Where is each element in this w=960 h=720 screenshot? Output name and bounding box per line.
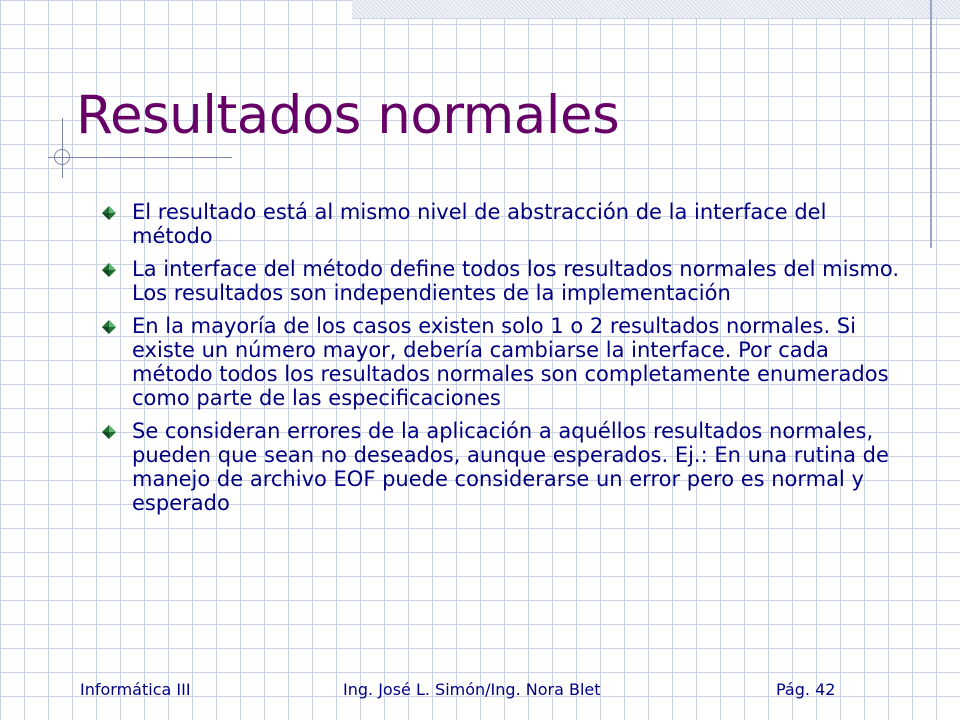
bullet-item	[100, 257, 900, 305]
bullet-item	[100, 200, 900, 248]
bullet-item	[100, 314, 900, 410]
bullet-list	[100, 200, 900, 524]
footer-authors: Ing. José L. Simón/Ing. Nora Blet	[343, 680, 601, 699]
title-underline-rule	[48, 157, 232, 158]
diamond-bullet-icon	[101, 319, 117, 335]
bullet-text: La interface del método define todos los resultados normales del mismo. Los resultados son independientes de la implementación	[132, 257, 900, 305]
slide-title: Resultados normales	[76, 85, 620, 146]
bullet-text: El resultado está al mismo nivel de abstracción de la interface del método	[132, 200, 827, 248]
bullet-text: Se consideran errores de la aplicación a aquéllos resultados normales, pueden que sean no deseados, aunque esperados. Ej.: En una rutina de manejo de archivo EOF puede considerarse un error pero es normal y esperado	[132, 419, 889, 515]
title-vertical-rule	[62, 118, 63, 178]
diamond-bullet-icon	[101, 205, 117, 221]
footer-course: Informática III	[80, 680, 191, 699]
diamond-bullet-icon	[101, 424, 117, 440]
top-hatch-band	[352, 0, 960, 19]
bullet-text: En la mayoría de los casos existen solo 1 o 2 resultados normales. Si existe un número mayor, debería cambiarse la interface. Por cada método todos los resultados normales son completamente enumerados como parte de las especificaciones	[132, 314, 889, 410]
right-vertical-rule	[930, 0, 932, 248]
bullet-item	[100, 419, 900, 515]
diamond-bullet-icon	[101, 262, 117, 278]
ring-crosshair-icon	[54, 149, 70, 165]
footer-page-number: Pág. 42	[776, 680, 836, 699]
